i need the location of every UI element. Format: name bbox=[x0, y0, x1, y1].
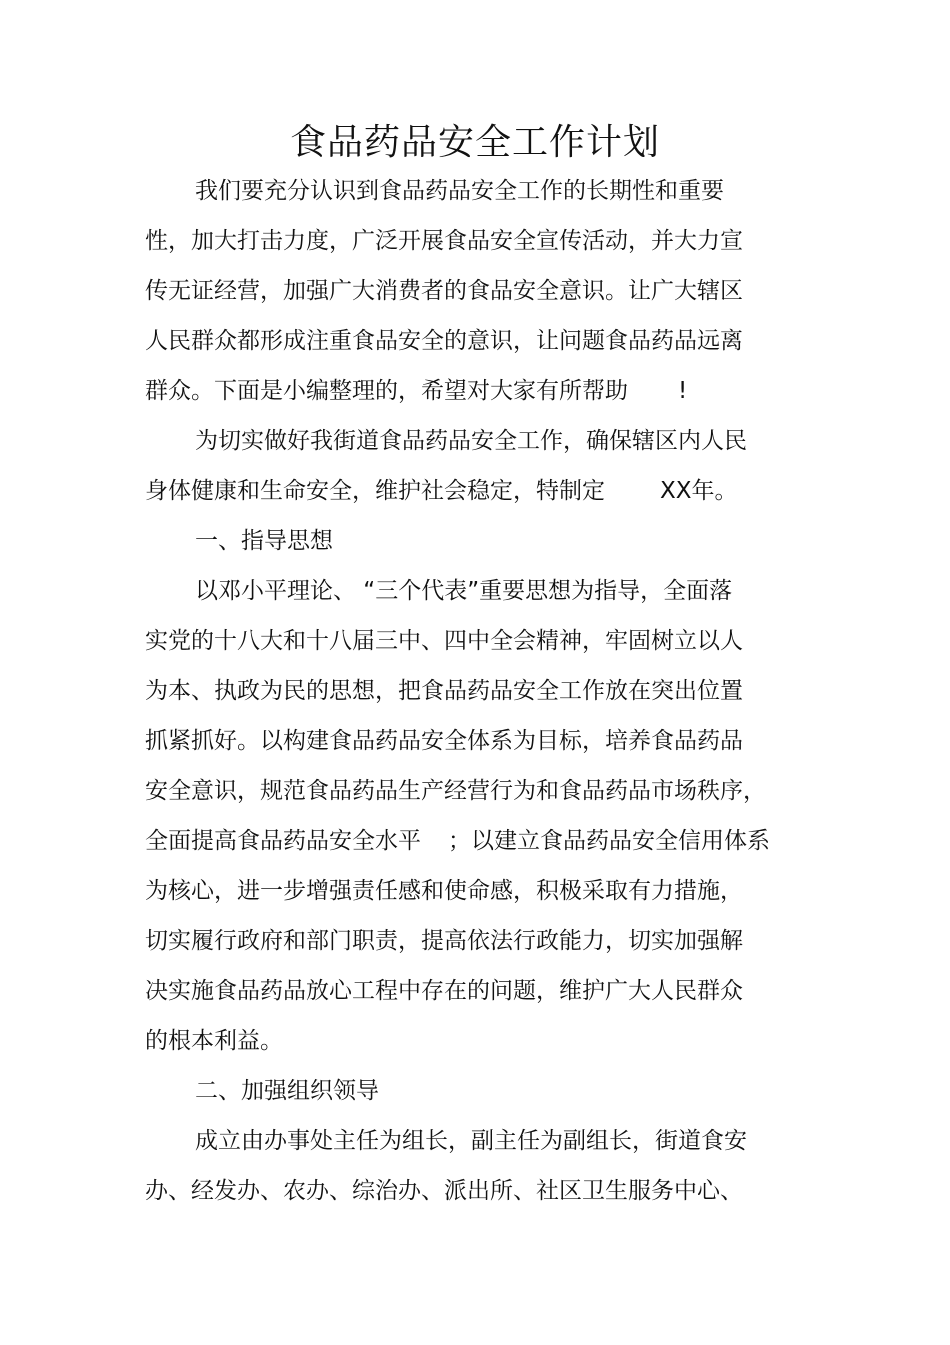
section-heading: 二、加强组织领导 bbox=[195, 1078, 379, 1104]
paragraph-line: 实党的十八大和十八届三中、四中全会精神，牢固树立以人 bbox=[145, 628, 743, 654]
paragraph-line: 为核心，进一步增强责任感和使命感，积极采取有力措施， bbox=[145, 878, 743, 904]
paragraph-line-fragment: ；以建立食品药品安全信用体系 bbox=[448, 828, 770, 854]
paragraph-line: 以邓小平理论、 “三个代表”重要思想为指导，全面落 bbox=[195, 578, 733, 604]
paragraph-line: 安全意识，规范食品药品生产经营行为和食品药品市场秩序， bbox=[145, 778, 766, 804]
paragraph-line: 性，加大打击力度，广泛开展食品安全宣传活动，并大力宣 bbox=[145, 228, 743, 254]
paragraph-line: 切实履行政府和部门职责，提高依法行政能力，切实加强解 bbox=[145, 928, 743, 954]
paragraph-line: 传无证经营，加强广大消费者的食品安全意识。让广大辖区 bbox=[145, 278, 743, 304]
document-title: 食品药品安全工作计划 bbox=[289, 122, 660, 163]
paragraph-line: 身体健康和生命安全，维护社会稳定，特制定 bbox=[145, 478, 605, 504]
paragraph-line: 全面提高食品药品安全水平 bbox=[145, 828, 421, 854]
paragraph-line: 为本、执政为民的思想，把食品药品安全工作放在突出位置 bbox=[145, 678, 743, 704]
paragraph-line-fragment: XX年。 bbox=[660, 478, 738, 504]
paragraph-line: 成立由办事处主任为组长，副主任为副组长，街道食安 bbox=[195, 1128, 747, 1154]
paragraph-line: 群众。下面是小编整理的，希望对大家有所帮助 bbox=[145, 378, 628, 404]
paragraph-line: 人民群众都形成注重食品安全的意识，让问题食品药品远离 bbox=[145, 328, 743, 354]
paragraph-line: 为切实做好我街道食品药品安全工作，确保辖区内人民 bbox=[195, 428, 747, 454]
paragraph-line: 决实施食品药品放心工程中存在的问题，维护广大人民群众 bbox=[145, 978, 743, 1004]
paragraph-line: 抓紧抓好。以构建食品药品安全体系为目标，培养食品药品 bbox=[145, 728, 743, 754]
paragraph-line: 办、经发办、农办、综治办、派出所、社区卫生服务中心、 bbox=[145, 1178, 743, 1204]
paragraph-line-fragment: ! bbox=[678, 378, 688, 404]
paragraph-line: 的根本利益。 bbox=[145, 1028, 283, 1054]
section-heading: 一、指导思想 bbox=[195, 528, 333, 554]
paragraph-line: 我们要充分认识到食品药品安全工作的长期性和重要 bbox=[195, 178, 724, 204]
